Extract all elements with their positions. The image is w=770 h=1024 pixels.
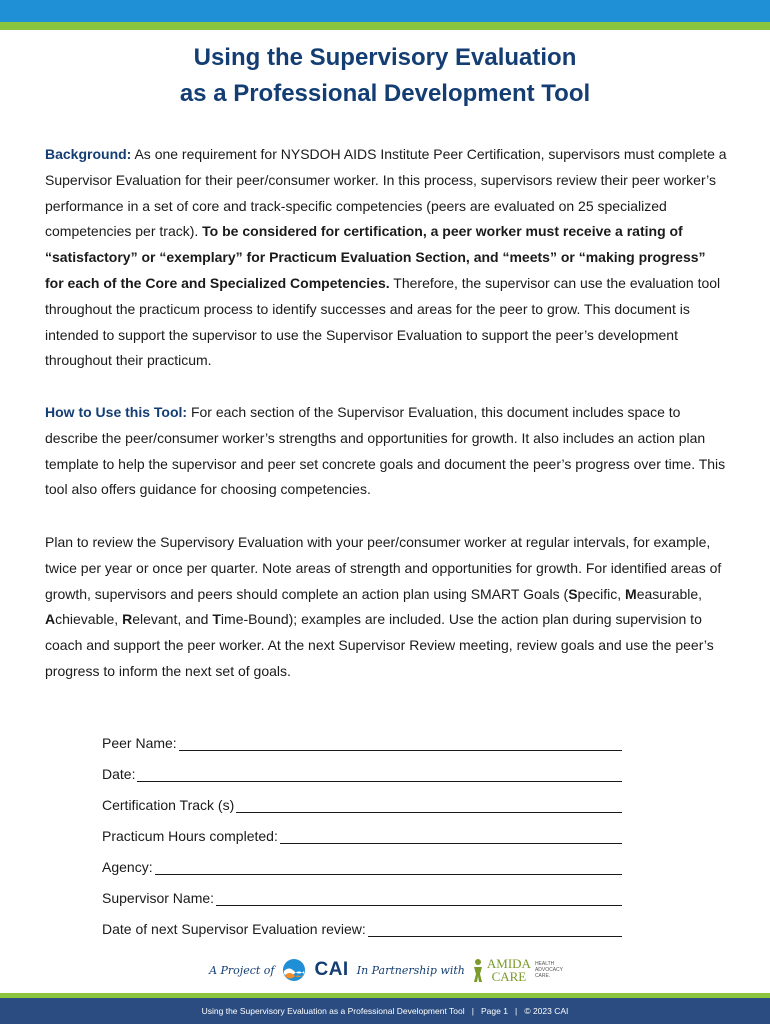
plan-text-1: Plan to review the Supervisory Evaluation with your peer/consumer worker at regular intervals, for example, twice per year or once per quarter. Note areas of strength and opportunities for growth. For identified areas of growth, supervisors and peers should complete an action plan using SMART Goals ( (45, 534, 722, 602)
form-row-date (102, 751, 622, 782)
smart-r-rest: elevant, and (132, 611, 213, 628)
partner-logos (0, 950, 770, 990)
form-row-supervisor-name (102, 875, 622, 906)
background-text-1: As one requirement for NYSDOH AIDS Institute Peer Certification, supervisors must complete a Supervisor Evaluation for their peer/consumer worker. In this process, supervisors review their peer worker’s performance in a set of core and track-specific competencies (peers are evaluated on 25 specialized competencies per track). (45, 146, 727, 240)
amida-bottom-text: CARE (491, 969, 527, 984)
background-text-2: Therefore, the supervisor can use the evaluation tool throughout the practicum process to identify successes and areas for the peer to grow. This document is intended to support the supervisor to use the Supervisor Evaluation to support the peer’s development throughout their practicum. (45, 274, 721, 369)
certification-track-line[interactable] (236, 796, 622, 813)
footer-text: Using the Supervisory Evaluation as a Professional Development Tool | Page 1 | © 2023 CAI (201, 1006, 569, 1016)
smart-a: A (45, 611, 56, 628)
amida-tagline: HEALTH ADVOCACY CARE. (534, 961, 563, 979)
cai-logo-text: CAI (314, 959, 349, 980)
smart-t: T (212, 611, 221, 628)
how-to-use-paragraph (45, 400, 727, 503)
footer-bar (0, 998, 770, 1024)
amida-care-logo (473, 957, 561, 983)
how-to-use-text: For each section of the Supervisor Evaluation, this document includes space to describe the peer/consumer worker’s strengths and opportunities for growth. It also includes an action plan template to help the supervisor and peer set concrete goals and document the peer’s progress over time. This tool also offers guidance for choosing competencies. (45, 404, 726, 498)
how-to-use-label: How to Use this Tool: (45, 404, 188, 420)
plan-text-2: ime-Bound); examples are included. Use the action plan during supervision to coach and support the peer worker. At the next Supervisor Review meeting, review goals and use the peer’s progress to inform the next set of goals. (45, 611, 714, 679)
amida-figure-icon (473, 958, 483, 982)
plan-paragraph (45, 530, 727, 685)
smart-r: R (122, 611, 133, 628)
cai-wave-icon (282, 958, 306, 982)
form-row-peer-name (102, 720, 622, 751)
smart-a-rest: chievable, (55, 611, 123, 628)
agency-line[interactable] (155, 858, 622, 875)
date-line[interactable] (137, 765, 622, 782)
form-row-certification-track (102, 782, 622, 813)
smart-m: M (625, 585, 637, 602)
peer-name-line[interactable] (179, 734, 622, 751)
smart-s: S (568, 585, 578, 602)
top-accent-stripe (0, 22, 770, 30)
smart-m-rest: easurable, (636, 585, 703, 602)
amida-top-text: AMIDA (486, 956, 531, 971)
top-header-bar (0, 0, 770, 22)
peer-name-label: Peer Name: (102, 735, 177, 751)
page-title-line-2: as a Professional Development Tool (179, 80, 591, 107)
next-review-date-line[interactable] (368, 920, 622, 937)
agency-label: Agency: (102, 859, 153, 875)
page-title (0, 40, 770, 112)
form-row-practicum-hours (102, 813, 622, 844)
evaluation-info-form (102, 720, 622, 937)
practicum-hours-label: Practicum Hours completed: (102, 828, 278, 844)
supervisor-name-line[interactable] (216, 889, 622, 906)
next-review-date-label: Date of next Supervisor Evaluation review: (102, 921, 366, 937)
supervisor-name-label: Supervisor Name: (102, 890, 215, 906)
date-label: Date: (102, 766, 136, 782)
form-row-agency (102, 844, 622, 875)
project-of-text: A Project of (209, 963, 275, 977)
page-title-line-1: Using the Supervisory Evaluation (193, 44, 577, 71)
certification-requirement-text: To be considered for certification, a peer worker must receive a rating of “satisfactory” or “exemplary” for Practicum Evaluation Section, and “meets” or “making progress” for each of the Core and Specialized Competencies. (45, 223, 706, 291)
smart-s-rest: pecific, (577, 585, 626, 602)
certification-track-label: Certification Track (s) (102, 797, 235, 813)
background-label: Background: (45, 146, 132, 162)
form-row-next-review-date (102, 906, 622, 937)
background-paragraph (45, 142, 727, 374)
partnership-text: In Partnership with (356, 963, 465, 977)
amida-wordmark (487, 957, 531, 983)
practicum-hours-line[interactable] (280, 827, 622, 844)
